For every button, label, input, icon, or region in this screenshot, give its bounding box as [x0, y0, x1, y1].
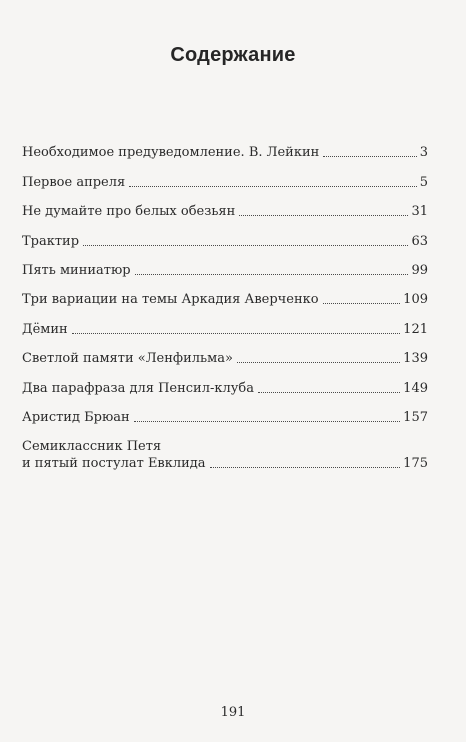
dot-leader — [129, 185, 417, 187]
dot-leader — [135, 273, 409, 275]
toc-entry-title: Пять миниатюр — [22, 262, 131, 278]
toc-page-number: 157 — [403, 409, 428, 425]
toc-entry[interactable] — [22, 132, 428, 161]
toc-entry-title: Два парафраза для Пенсил-клуба — [22, 380, 254, 396]
dot-leader — [237, 361, 400, 363]
dot-leader — [258, 391, 400, 393]
toc-entry-title: Три вариации на темы Аркадия Аверченко — [22, 292, 319, 308]
page-title: Содержание — [170, 44, 296, 66]
toc-entry[interactable] — [22, 191, 428, 220]
toc-page-number: 109 — [403, 292, 428, 308]
toc-entry[interactable] — [22, 279, 428, 308]
toc-entry-title: Аристид Брюан — [22, 409, 130, 425]
toc-entry-title: Светлой памяти «Ленфильма» — [22, 351, 233, 367]
dot-leader — [210, 466, 401, 468]
dot-leader — [72, 332, 400, 334]
dot-leader — [83, 244, 408, 246]
toc-entry[interactable] — [22, 426, 428, 472]
dot-leader — [323, 155, 416, 157]
dot-leader — [323, 302, 401, 304]
toc-page-number: 139 — [403, 351, 428, 367]
toc-page-number: 175 — [403, 455, 428, 471]
toc-entry-title — [22, 144, 319, 161]
toc-entry[interactable] — [22, 161, 428, 190]
page-number: 191 — [220, 705, 246, 720]
toc-page-number: 121 — [403, 321, 428, 337]
dot-leader — [239, 214, 408, 216]
toc-page-number: 5 — [419, 174, 428, 190]
toc-page-number: 63 — [411, 233, 428, 249]
toc-entry[interactable] — [22, 250, 428, 279]
toc-entry-title — [22, 438, 206, 472]
toc-entry-title: Дёмин — [22, 321, 68, 337]
toc-author: В. Лейкин — [248, 145, 320, 161]
toc-entry-title: Трактир — [22, 233, 80, 249]
toc-page-number: 99 — [411, 262, 428, 278]
table-of-contents — [22, 132, 428, 472]
toc-title-text: Необходимое предуведомление. — [22, 145, 249, 161]
toc-title-line-2: и пятый постулат Евклида — [22, 455, 206, 471]
toc-page-number: 31 — [411, 204, 428, 220]
toc-title-line-1: Семиклассник Петя — [22, 438, 162, 454]
toc-entry[interactable] — [22, 367, 428, 396]
toc-entry-title: Не думайте про белых обезьян — [22, 204, 236, 220]
toc-page-number: 149 — [403, 380, 428, 396]
toc-entry[interactable] — [22, 220, 428, 249]
toc-entry[interactable] — [22, 338, 428, 367]
dot-leader — [134, 420, 400, 422]
toc-entry-title: Первое апреля — [22, 174, 126, 190]
toc-entry[interactable] — [22, 308, 428, 337]
toc-entry[interactable] — [22, 397, 428, 426]
toc-page-number: 3 — [419, 145, 428, 161]
